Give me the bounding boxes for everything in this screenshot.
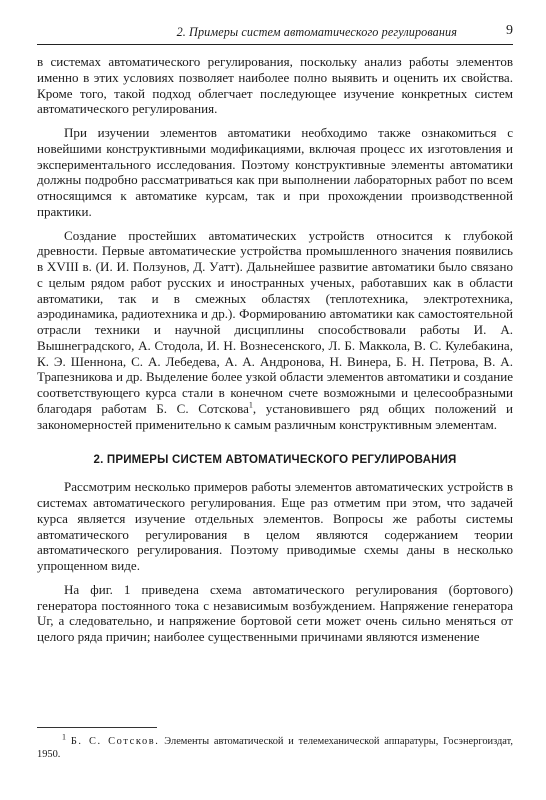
section-heading: 2. ПРИМЕРЫ СИСТЕМ АВТОМАТИЧЕСКОГО РЕГУЛИРОВАНИЯ (93, 454, 457, 467)
paragraph: Рассмотрим несколько примеров работы элементов автоматических устройств в системах автоматического регулирования. Еще раз отметим при этом, что задачей курса является изучение отдельных элементов. Вопросы же работы системы автоматического регулирования в целом являются содержанием теории автоматического регулирования. Поэтому приводимые схемы даны в несколько упрощенном виде. (37, 479, 513, 573)
footnote-divider (37, 727, 157, 728)
paragraph-text-continued: , установившего ряд общих положений и закономерностей применительно к самым различным конструктивным элементам. (37, 400, 513, 432)
footnote-text: Элементы автоматической и телемеханической аппаратуры, Госэнергоиздат, 1950. (37, 736, 513, 760)
paragraph: При изучении элементов автоматики необходимо также ознакомиться с новейшими конструктивными модификациями, включая процесс их изготовления и экспериментального исследования. Поэтому конструктивные элементы автоматики должны подробно рассматриваться как при выполнении лабораторных работ по всем относящимся к автоматике курсам, так и при прохождении производственной практики. (37, 125, 513, 219)
running-header (37, 20, 513, 45)
page-number: 9 (506, 23, 513, 38)
paragraph: в системах автоматического регулирования, поскольку анализ работы элементов именно в этих условиях позволяет наиболее полно выявить и оценить их свойства. Кроме того, такой подход облегчает последующее изучение конкретных систем автоматического регулирования. (37, 54, 513, 117)
running-title: 2. Примеры систем автоматического регулирования (176, 25, 457, 39)
footnote-marker: 1 (62, 732, 66, 742)
paragraph: На фиг. 1 приведена схема автоматического регулирования (бортового) генератора постоянного тока с независимым возбуждением. Напряжение генератора Uг, а следовательно, и напряжение бортовой сети может очень сильно меняться от целого ряда причин; наиболее существенными причинами являются изменение (37, 581, 513, 644)
footnote (37, 732, 513, 761)
paragraph (37, 228, 513, 433)
footnote-reference: 1 (248, 400, 253, 410)
footnote-author: Б. С. Сотсков. (70, 736, 160, 747)
page-body (37, 54, 513, 653)
paragraph-text: Создание простейших автоматических устройств относится к глубокой древности. Первые автоматические устройства промышленного значения появились в XVIII в. (И. И. Ползунов, Д. Уатт). Дальнейшее развитие автоматики было связано с целым рядом работ русских и иностранных ученых, работавших как в области автоматики, так и в смежных областях (теплотехника, электротехника, аэродинамика, радиотехника и др.). Формированию автоматики как самостоятельной отрасли техники и научной дисциплины способствовали работы И. А. Вышнеградского, А. Стодола, И. Н. Вознесенского, Л. Б. Маккола, В. С. Кулебакина, К. Э. Шеннона, С. А. Лебедева, А. А. Андронова, Н. Винера, Б. Н. Петрова, В. А. Трапезникова и др. Выделение более узкой области элементов автоматики и создание соответствующего курса стали в конечном счете возможными и целесообразными благодаря работам Б. С. Сотскова (37, 227, 513, 416)
